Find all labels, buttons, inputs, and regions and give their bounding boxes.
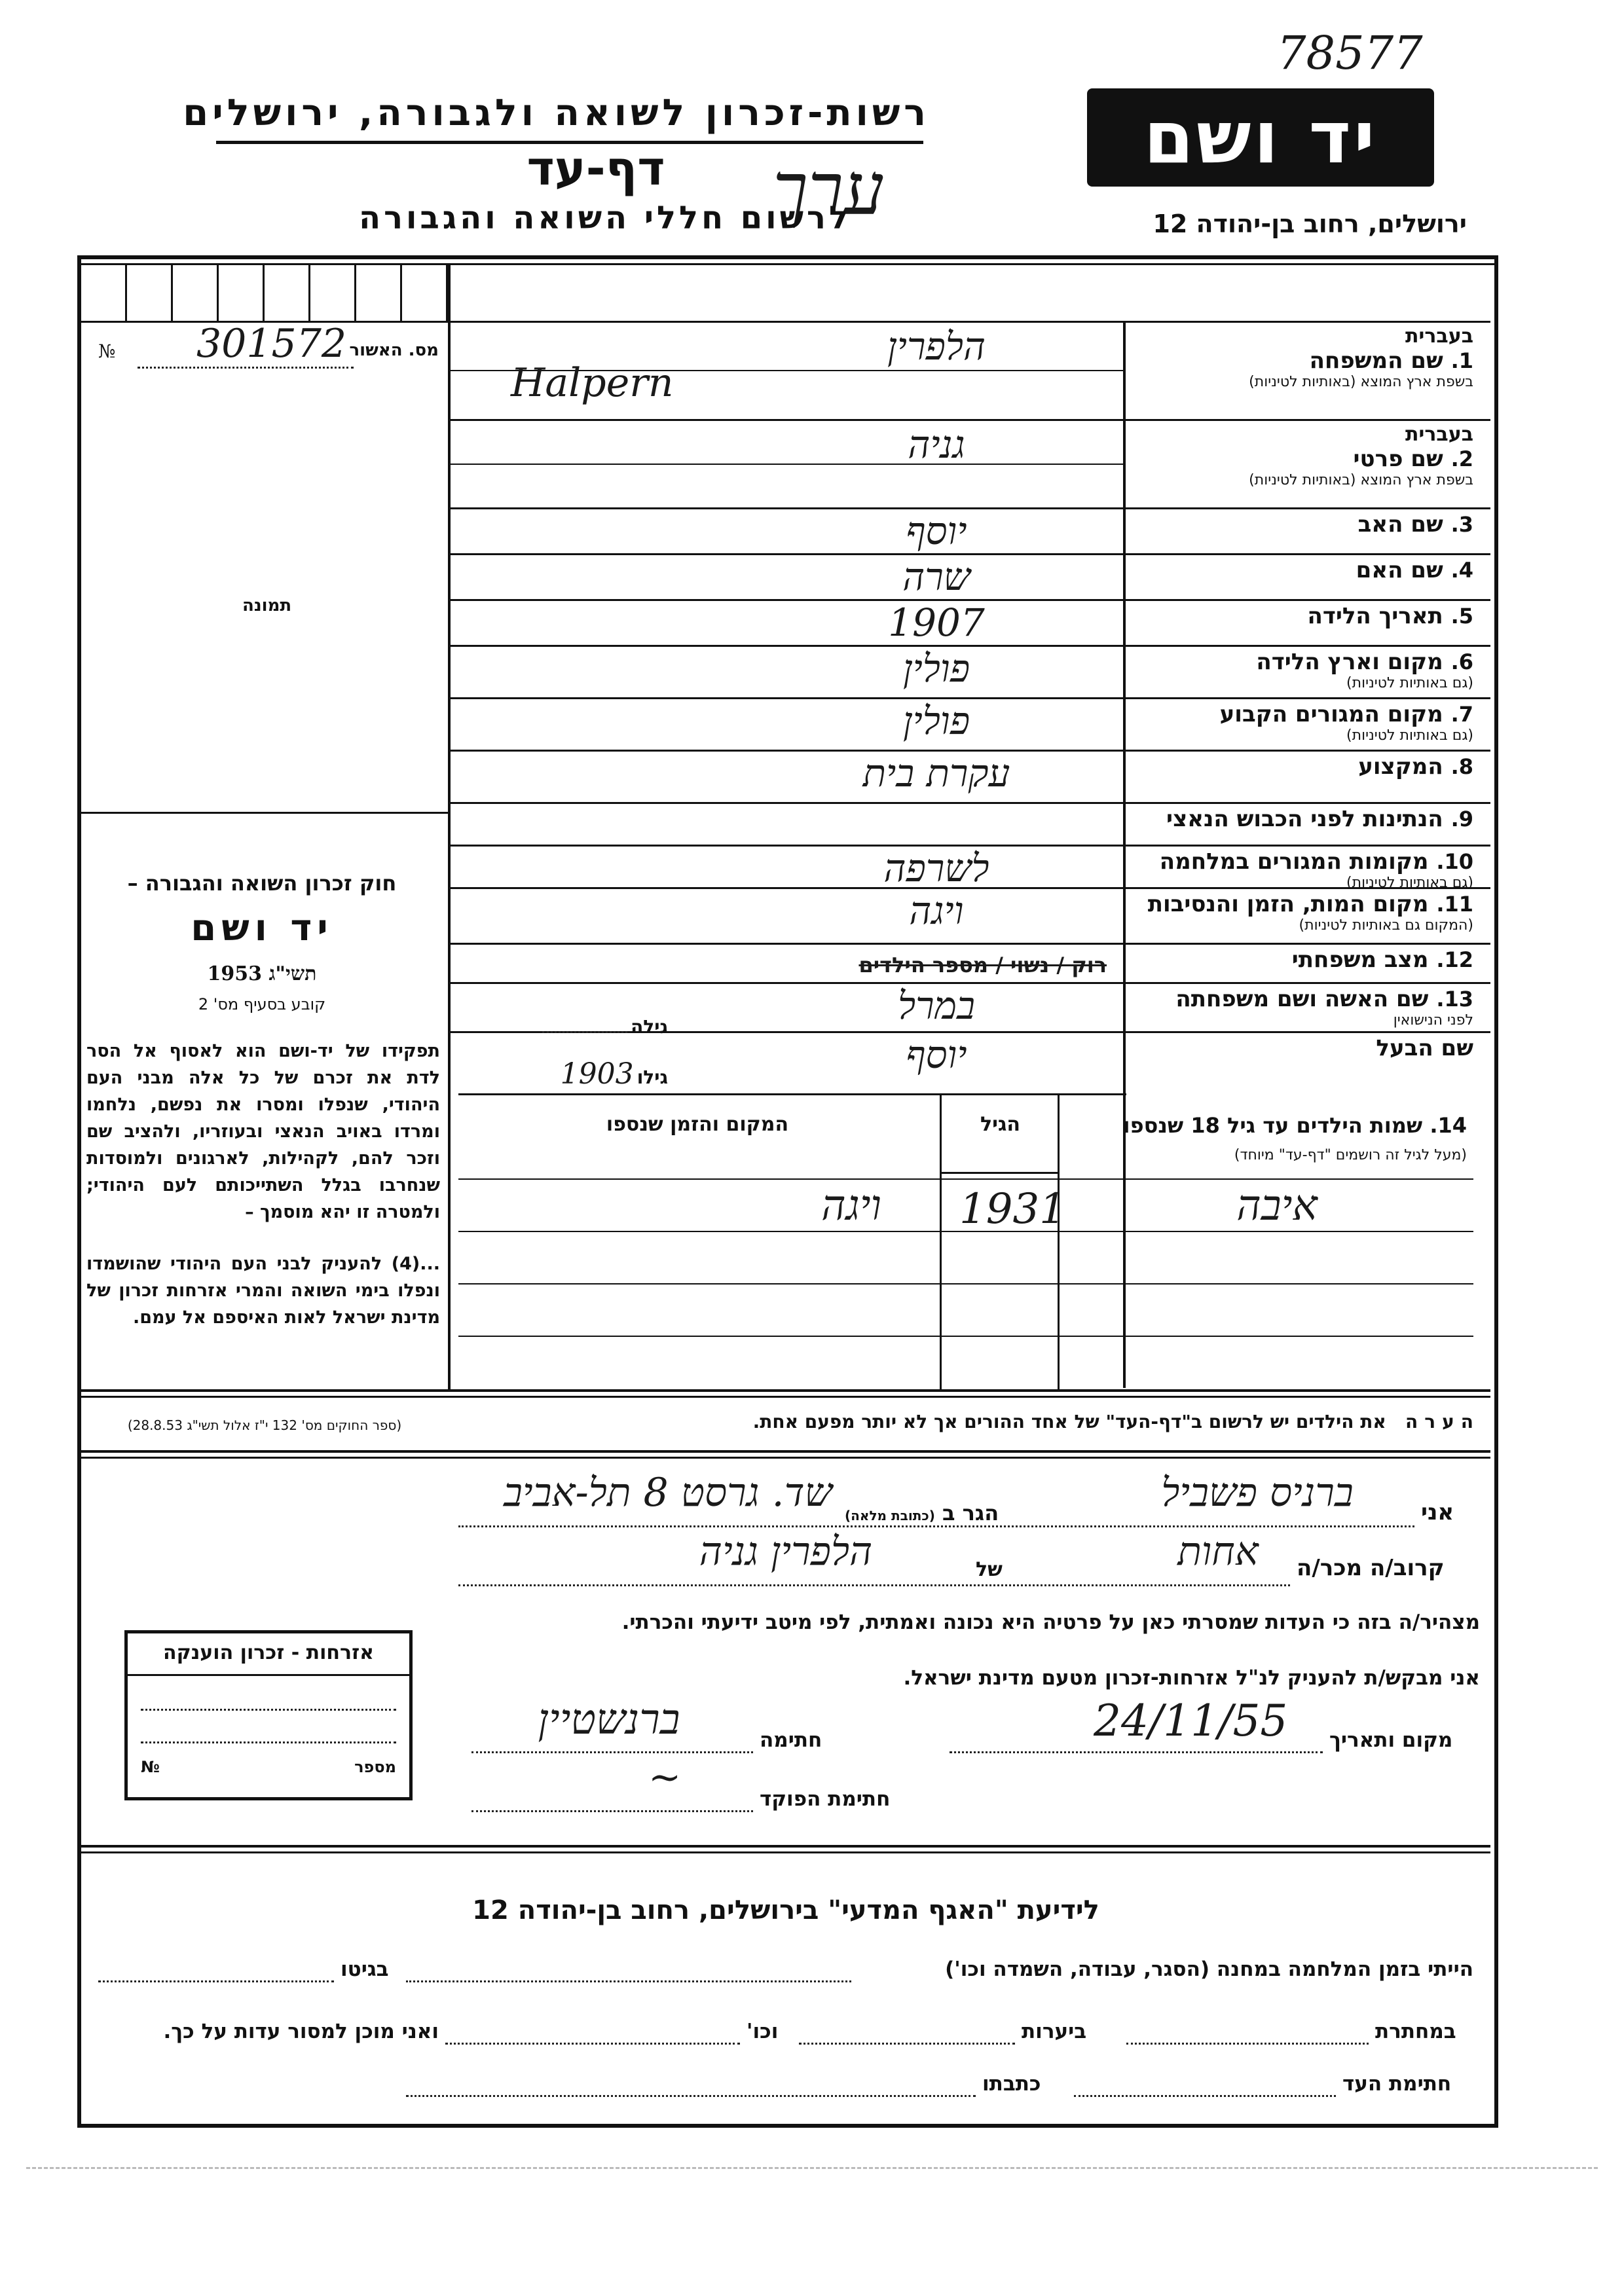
- note-text: את הילדים יש לרשום ב"דף-העד" של אחד ההורים אך לא יותר מפעם אחת.: [752, 1411, 1386, 1432]
- footer-line3-dots-a: [1074, 2095, 1336, 2097]
- husband-age: [471, 1057, 668, 1091]
- note-rule-a: [81, 1450, 1490, 1453]
- children-row-rule-4: [458, 1336, 1473, 1337]
- field-value: פולין: [902, 699, 970, 743]
- footer-line1-b: בגיטו: [341, 1958, 389, 1981]
- child-name: איבה: [1236, 1182, 1318, 1230]
- footer-line3-a: חתימת העד: [1342, 2072, 1452, 2096]
- law-clause: קובע בסעיף מס' 2: [198, 995, 326, 1013]
- label-divider: [1123, 321, 1126, 1388]
- footer-title: לידיעת "האגף המדעי" בירושלים, רחוב בן-יהודה 12: [472, 1895, 1099, 1925]
- husband-age-label: גילו: [637, 1066, 668, 1088]
- field-label-block: [1130, 754, 1473, 801]
- children-age-header: הגיל: [980, 1113, 1020, 1136]
- field-label-block: [1130, 701, 1473, 748]
- approval-number-symbol: №: [98, 340, 116, 362]
- field-label: [1130, 986, 1473, 1012]
- field-number: 10.: [1436, 849, 1473, 874]
- field-value: פולין: [902, 646, 970, 691]
- top-cell-strip: [81, 265, 448, 321]
- field-number: 4.: [1450, 558, 1473, 583]
- footer-line3-b: כתבתו: [982, 2072, 1041, 2096]
- child-place: ויגה: [821, 1182, 881, 1230]
- field-label-text: מקומות המגורים במלחמה: [1159, 848, 1429, 875]
- field-row-rule: [451, 419, 1490, 421]
- field-number: 9.: [1450, 807, 1473, 831]
- field-label-text: מצב משפחתי: [1291, 947, 1429, 973]
- decl-i-label: אני: [1421, 1499, 1454, 1525]
- citizenship-box: [124, 1630, 413, 1800]
- field-label-block: [1130, 947, 1473, 981]
- field-label: [1130, 557, 1473, 583]
- field-sub-label: (גם באותיות לטיניות): [1346, 727, 1473, 744]
- field-value: הלפרין: [887, 324, 986, 369]
- field-label-text: שם פרטי: [1353, 446, 1443, 472]
- field-number: 3.: [1450, 512, 1473, 537]
- decl-official-sig-label: חתימת הפוקד: [760, 1787, 891, 1811]
- footer-line1-a: הייתי בזמן המלחמה במחנה (הסגר, עבודה, השמדה וכו'): [945, 1958, 1473, 1981]
- decl-relation: אחות: [1177, 1529, 1259, 1575]
- field-value: רוק / נשוי / מספר הילדים: [858, 953, 1107, 977]
- field-number: 11.: [1436, 892, 1473, 917]
- section-rule-b: [81, 1396, 1490, 1398]
- field-label-text: הנתינות לפני הכבוש הנאצי: [1166, 806, 1443, 832]
- archive-number: 78577: [1277, 26, 1423, 80]
- wife-age-dots: [542, 1031, 627, 1033]
- law-year: תשי"ג 1953: [207, 962, 317, 985]
- field-sub-label: (גם באותיות לטיניות): [1346, 875, 1473, 891]
- field-label: [1130, 701, 1473, 727]
- children-col-1: [940, 1095, 942, 1389]
- form-title: דף-עד: [526, 141, 665, 196]
- field-label-block: [1130, 649, 1473, 696]
- children-row-rule-3: [458, 1283, 1473, 1285]
- law-title-2: יד ושם: [191, 907, 333, 949]
- field-value: יוסף: [906, 1032, 967, 1077]
- field-sub-label: בשפת ארץ המוצא (באותיות לטיניות): [1249, 472, 1473, 488]
- field-value: עקרת בית: [862, 751, 1010, 795]
- decl-signature-line: [471, 1751, 753, 1753]
- law-reference: (ספר החוקים מס' 132 י"ז אלול תשי"ג 28.8.53): [127, 1417, 402, 1433]
- field-number: 8.: [1450, 754, 1473, 779]
- field-label-block: [1130, 603, 1473, 644]
- footer-line2-a: במחתרת: [1375, 2020, 1456, 2043]
- field-label-text: שם האב: [1357, 511, 1443, 538]
- field-label: [1130, 806, 1473, 832]
- decl-resident: הגר ב: [942, 1501, 999, 1525]
- law-text-1: תפקידו של יד-ושם הוא לאסוף אל הסר לדת את זכרם של כל אלה מבני העם היהודי, שנפלו ומסרו את נפשם, נלחמו ומרדו באויב הנאצי ובעוזריו, ולהציב שם וזכר להם, לקהילות, לארגונים ולמוסדות שנחרבו בגלל השתייכותם לעם היהודי; ולמטרה זו יהא מוסמך –: [86, 1041, 440, 1222]
- footer-line2-c: וכו': [747, 2020, 779, 2043]
- field-hebrew-tag: בעברית: [1405, 325, 1473, 348]
- children-col-2: [1058, 1095, 1060, 1389]
- decl-of-label: של: [976, 1558, 1003, 1581]
- field-label: [1130, 947, 1473, 973]
- logo: [1087, 88, 1434, 187]
- decl-signature-label: חתימה: [760, 1728, 822, 1752]
- logo-text: יד ושם: [1143, 96, 1378, 179]
- citizenship-title-rule: [128, 1674, 409, 1676]
- decl-declare: מצהיר/ה בזה כי העדות שמסרתי כאן על פרטיה היא נכונה ואמתית, לפי מיטב ידיעתי והכרתי.: [621, 1611, 1480, 1634]
- decl-place-date-label: מקום ותאריך: [1329, 1728, 1453, 1752]
- handwritten-note: ערך: [773, 147, 885, 231]
- field-label-block: [1130, 891, 1473, 941]
- field-label-text: שם האם: [1356, 557, 1443, 583]
- field-label: [1130, 511, 1473, 538]
- field-value-latin: Halpern: [511, 360, 674, 406]
- field-number: 13.: [1436, 987, 1473, 1011]
- decl-relation-of: הלפרין גניה: [699, 1529, 873, 1575]
- field-label: [1130, 848, 1473, 875]
- field-label: [1130, 649, 1473, 675]
- field-label-text: שם המשפחה: [1309, 348, 1443, 374]
- decl-line-2: [458, 1584, 1290, 1586]
- sidebar-divider: [448, 265, 451, 1391]
- field-hebrew-tag: בעברית: [1405, 423, 1473, 446]
- law-title-1: חוק זכרון השואה והגבורה –: [127, 871, 397, 896]
- field-label-block: [1130, 848, 1473, 891]
- wife-age: [471, 1016, 668, 1038]
- footer-line2-dots-b: [799, 2043, 1015, 2045]
- field-label-block: [1130, 325, 1473, 418]
- field-sub-label: (גם באותיות לטיניות): [1346, 675, 1473, 691]
- field-number: 1.: [1450, 348, 1473, 373]
- citizenship-number-label: מספר: [354, 1758, 396, 1776]
- footer-rule-b: [81, 1851, 1490, 1853]
- field-number: 5.: [1450, 604, 1473, 629]
- bottom-scan-noise: [26, 2167, 1598, 2169]
- field-value: ויגה: [909, 888, 964, 933]
- field-label: [1130, 1035, 1473, 1061]
- field-label-block: [1130, 423, 1473, 506]
- field-sub-label: לפני הנישואין: [1393, 1012, 1473, 1029]
- footer-rule-a: [81, 1845, 1490, 1848]
- children-title: שמות הילדים עד גיל 18 שנספו: [1122, 1113, 1423, 1138]
- footer-line2-dots-c: [445, 2043, 740, 2045]
- children-header-rule: [940, 1172, 1058, 1174]
- field-label: [1130, 754, 1473, 780]
- citizenship-dots-1: [141, 1709, 396, 1711]
- note: [458, 1411, 1480, 1432]
- decl-signature: ברנשטיין: [538, 1696, 680, 1744]
- decl-relative-label: קרוב/ה מכר/ה: [1297, 1555, 1445, 1581]
- decl-line-1: [458, 1525, 1414, 1527]
- footer-line2-b: ביערות: [1022, 2020, 1087, 2043]
- citizenship-dots-2: [141, 1741, 396, 1743]
- decl-date: 24/11/55: [1094, 1696, 1288, 1746]
- address: ירושלים, רחוב בן-יהודה 12: [1153, 210, 1467, 238]
- children-row-rule-1: [458, 1178, 1473, 1180]
- field-label-block: [1130, 986, 1473, 1030]
- footer-line2-d: ואני מוכן למסור עדות על כך.: [163, 2020, 439, 2043]
- field-label-block: [1130, 557, 1473, 598]
- footer-line1-dots-a: [406, 1980, 851, 1982]
- field-number: 7.: [1450, 702, 1473, 727]
- field-row-rule: [451, 943, 1490, 945]
- authority-line: רשות-זכרון לשואה ולגבורה, ירושלים: [183, 92, 930, 134]
- official-signature-mark: ~: [648, 1755, 682, 1800]
- children-place-header: המקום והזמן שנספו: [606, 1113, 789, 1136]
- field-value: במרל: [898, 983, 975, 1028]
- field-value: לשרפה: [883, 846, 989, 890]
- decl-official-line: [471, 1810, 753, 1812]
- field-label: [1130, 891, 1473, 917]
- field-label-text: מקום וארץ הלידה: [1256, 649, 1443, 675]
- husband-age-value: 1903: [560, 1057, 634, 1091]
- children-sub: (מעל לגיל זה רושמים "דף-עד" מיוחד): [1234, 1147, 1467, 1163]
- approval-value: 301572: [196, 321, 347, 367]
- field-sub-label: (המקום גם באותיות לטיניות): [1299, 917, 1473, 934]
- field-number: 2.: [1450, 446, 1473, 471]
- children-num: 14.: [1430, 1113, 1467, 1138]
- decl-resident-label: [845, 1501, 999, 1525]
- footer-line2-dots-a: [1126, 2043, 1369, 2045]
- field-value: גניה: [908, 422, 965, 467]
- note-rule-b: [81, 1457, 1490, 1459]
- photo-label: תמונה: [242, 596, 292, 615]
- field-sub-label: בשפת ארץ המוצא (באותיות לטיניות): [1249, 374, 1473, 390]
- field-value: 1907: [888, 600, 985, 645]
- decl-date-line: [950, 1751, 1323, 1753]
- field-label-text: שם הבעל: [1376, 1035, 1473, 1061]
- law-text-2: ...(4) להעניק לבני העם היהודי שהושמדו ונפלו בימי השואה והמרי אזרחות זכרון של מדינת ישראל לאות האיספם אל עמם.: [86, 1254, 440, 1328]
- note-label: הערה: [1405, 1411, 1480, 1432]
- field-value: יוסף: [906, 509, 967, 553]
- decl-address: שד. גרסט 8 תל-אביב: [503, 1470, 833, 1516]
- field-label-block: [1130, 1035, 1473, 1093]
- field-label-text: תאריך הלידה: [1307, 603, 1443, 629]
- field-number: 6.: [1450, 649, 1473, 674]
- child-age: 1931: [959, 1185, 1066, 1233]
- field-label-block: [1130, 806, 1473, 843]
- field-label-text: מקום המגורים הקבוע: [1219, 701, 1443, 727]
- field-label-text: שם האשה ושם משפחתה: [1175, 986, 1429, 1012]
- wife-age-label: גילה: [631, 1016, 668, 1038]
- field-label-text: המקצוע: [1358, 754, 1443, 780]
- section-rule-a: [81, 1389, 1490, 1392]
- approval-underline: [138, 367, 354, 369]
- field-label: [1130, 603, 1473, 629]
- field-number: 12.: [1436, 947, 1473, 972]
- field-label-text: מקום המות, הזמן והנסיבות: [1147, 891, 1429, 917]
- approval-label: מס. האשור: [349, 340, 439, 360]
- decl-request: אני מבקש/ת להעניק לנ"ל אזרחות-זכרון מטעם מדינת ישראל.: [903, 1666, 1480, 1690]
- footer-line1-dots-b: [98, 1980, 334, 1982]
- footer-line3-dots-b: [406, 2095, 976, 2097]
- field-label: [1130, 348, 1473, 374]
- decl-full-address: (כתובת מלאה): [845, 1508, 935, 1523]
- form-subtitle: לרשום חללי השואה והגבורה: [359, 200, 851, 236]
- field-label-block: [1130, 511, 1473, 552]
- photo-bottom: [81, 812, 448, 814]
- decl-name: ברניס פשביל: [1161, 1470, 1354, 1516]
- husband-age-rule: [458, 1093, 1126, 1095]
- citizenship-number-symbol: №: [141, 1758, 160, 1776]
- citizenship-title: אזרחות - זכרון הוענקה: [163, 1641, 374, 1664]
- field-row-rule: [451, 802, 1490, 804]
- children-label: [1122, 1113, 1467, 1138]
- field-label: [1130, 446, 1473, 472]
- field-value: שרה: [902, 555, 970, 599]
